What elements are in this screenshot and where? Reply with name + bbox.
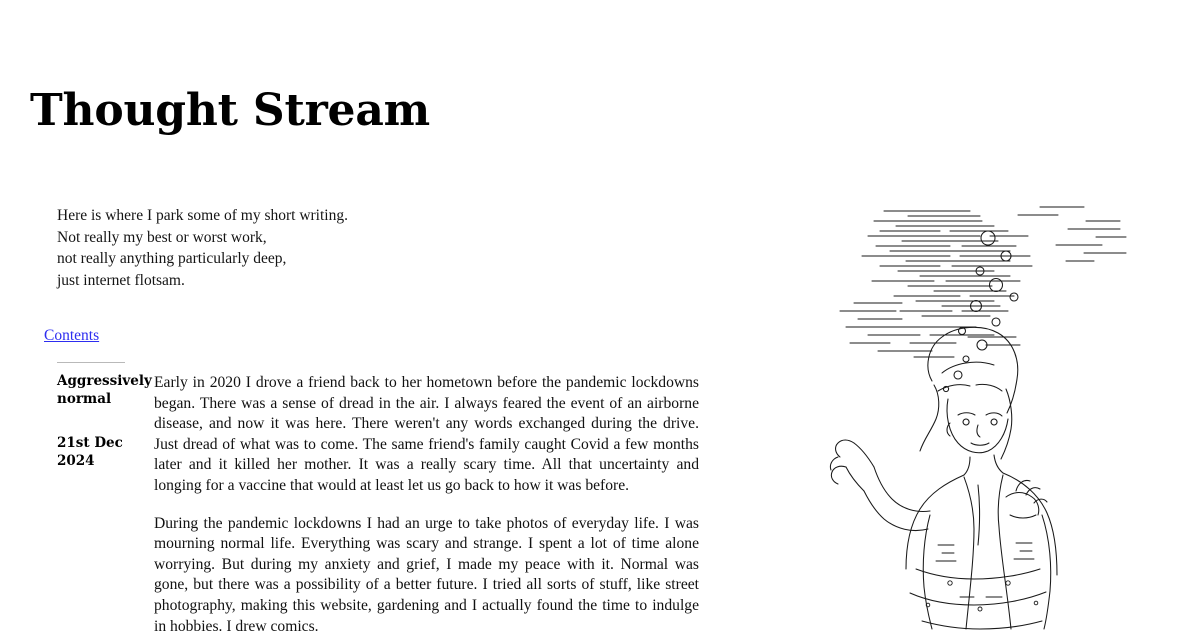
entry-meta	[57, 362, 152, 470]
intro-line-2: Not really my best or worst work,	[57, 228, 267, 246]
intro-line-3: not really anything particularly deep,	[57, 250, 287, 267]
entry-paragraph: During the pandemic lockdowns I had an urge to take photos of everyday life. I was mourning normal life. Everything was scary and strange. I spent a lot of time alone worrying. But during my anxiety and grief, I made my peace with it. Normal was gone, but there was a possibility of a better future. I tried all sorts of stuff, like street photography, making this website, gardening and I actually found the time to indulge in hobbies. I drew comics.	[154, 514, 699, 635]
intro-line-4: just internet flotsam.	[57, 271, 185, 289]
contents-link[interactable]: Contents	[44, 327, 100, 344]
intro-blurb	[57, 205, 477, 291]
entry-body	[154, 373, 699, 637]
divider	[57, 362, 125, 363]
entry-paragraph: Early in 2020 I drove a friend back to her hometown before the pandemic lockdowns began. There was a sense of dread in the air. I always feared the event of an airborne disease, and now it was here. There weren't any words exchanged during the drive. Just dread of what was to come. The same friend's family caught Covid a few months later and it killed her mother. It was a really scary time. All that uncertainty and longing for a vaccine that would at least let us go back to how it was before.	[154, 374, 699, 494]
ink-drawing-woman-with-thought-cloud	[810, 185, 1185, 630]
entry-date: 21st Dec 2024	[57, 435, 123, 469]
page-title: Thought Stream	[30, 85, 431, 137]
intro-line-1: Here is where I park some of my short writing.	[57, 207, 348, 224]
entry-title[interactable]: Aggressively normal	[57, 373, 152, 407]
